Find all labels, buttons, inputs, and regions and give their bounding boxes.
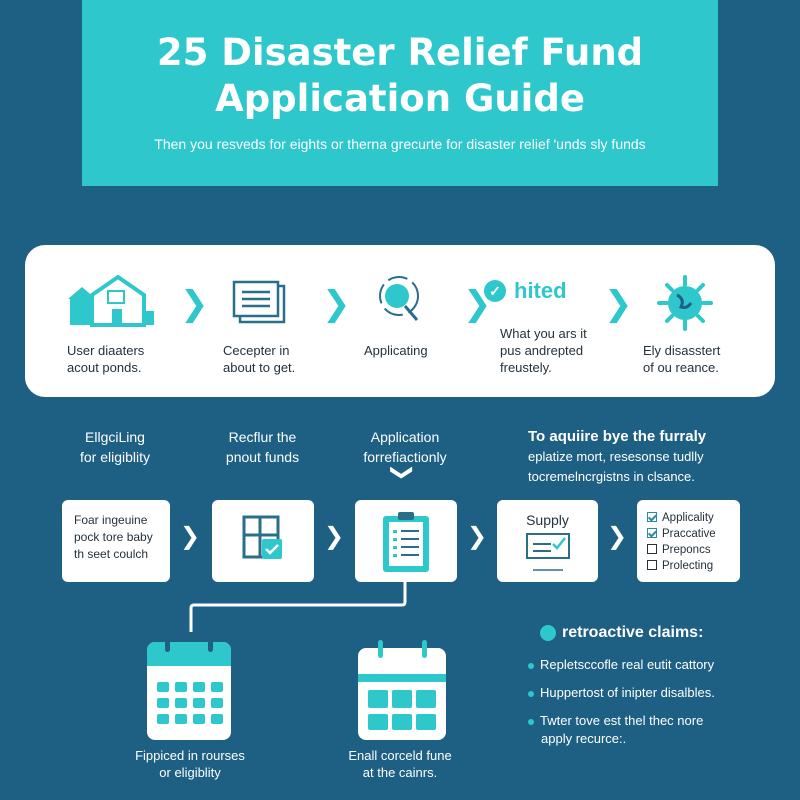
house-icon (68, 275, 156, 327)
chevron-right-icon: ❯ (604, 284, 633, 324)
clipboard-icon (381, 510, 431, 574)
calendar-label (100, 747, 280, 781)
page-title (82, 30, 718, 122)
documents-icon (232, 280, 286, 324)
globe-icon (540, 625, 556, 641)
virus-globe-icon (655, 275, 715, 331)
checklist-label: Applicality (662, 512, 714, 524)
retro-bullet: Huppertost of inipter disalbles. (528, 684, 715, 702)
chevron-right-icon: ❯ (322, 284, 351, 324)
label-line: Enall corceld fune (348, 748, 452, 763)
chevron-right-icon: ❯ (180, 522, 201, 550)
label-line: acout ponds. (67, 360, 142, 375)
heading-eligibility (55, 427, 175, 467)
checklist-label: Prolecting (662, 560, 714, 572)
supply-title: Supply (526, 512, 569, 528)
card-line: pock tore baby (74, 530, 153, 544)
step-label (67, 342, 144, 376)
chevron-right-icon: ❯ (607, 522, 628, 550)
step-label (364, 342, 428, 359)
heading-line: for eligiblity (79, 449, 151, 465)
checklist-label: Preponcs (662, 544, 711, 556)
label-line: freustely. (500, 360, 552, 375)
card-clipboard (355, 500, 457, 582)
label-line: about to get. (223, 360, 296, 375)
card-calendar-check (212, 500, 314, 582)
heading-line: pnout funds (225, 449, 300, 465)
card-line: th seet coulch (74, 547, 149, 561)
checklist-card (637, 500, 740, 582)
chevron-down-icon: ❯ (389, 463, 415, 482)
title-line-2: Application Guide (215, 77, 585, 120)
retro-bullet: Twter tove est thel thec nore (528, 712, 703, 730)
label-line: User diaaters (67, 343, 145, 358)
label-line: of ou reance. (643, 360, 719, 375)
heading-funds (200, 427, 325, 467)
label-line: Cecepter in (223, 343, 290, 358)
check-badge-icon: ✓ (484, 280, 506, 302)
retro-heading (540, 624, 703, 642)
step-label (643, 342, 720, 376)
subtitle: Then you resveds for eights or therna grecurte for disaster relief 'unds sly funds (154, 136, 646, 152)
chevron-right-icon: ❯ (180, 284, 209, 324)
label-line: pus andrepted (500, 343, 584, 358)
form-check-icon (525, 532, 571, 576)
checkbox-checked[interactable] (647, 512, 657, 522)
checklist-item[interactable] (647, 542, 740, 558)
retro-bullet-continuation: apply recurce:. (541, 731, 627, 746)
label-line: Fippiced in rourses (135, 748, 245, 763)
checklist-item[interactable] (647, 558, 740, 574)
right-note (528, 427, 706, 487)
chevron-right-icon: ❯ (467, 522, 488, 550)
globe-search-icon (375, 272, 425, 326)
right-note-line: eplatize mort, resesonse tudlly (528, 449, 704, 464)
checkbox-checked[interactable] (647, 528, 657, 538)
title-banner (82, 0, 718, 186)
calendar-label (310, 747, 490, 781)
heading-line: EllgciLing (85, 429, 145, 445)
step-label (223, 342, 295, 376)
checkbox-unchecked[interactable] (647, 544, 657, 554)
calendar-icon (145, 632, 233, 742)
calendar-icon (356, 638, 448, 742)
check-badge (484, 278, 567, 304)
checkbox-unchecked[interactable] (647, 560, 657, 570)
heading-line: Application (370, 429, 440, 445)
chevron-right-icon: ❯ (324, 522, 345, 550)
right-note-title: To aquiire bye the furraly (528, 428, 707, 445)
checklist-label: Praccative (662, 528, 716, 540)
calendar-check-icon (242, 513, 286, 563)
card-line: Foar ingeuine (74, 513, 148, 527)
step-label (500, 325, 587, 376)
checklist-item[interactable] (647, 526, 740, 542)
label-line: at the cainrs. (362, 765, 438, 780)
right-note-line: tocremelncrgistns in clsance. (528, 469, 695, 484)
card-eligibility (62, 500, 170, 582)
heading-line: Recflur the (228, 429, 297, 445)
label-line: Ely disasstert (643, 343, 721, 358)
checklist-item[interactable] (647, 510, 740, 526)
retro-bullet: Repletsccofle real eutit cattory (528, 656, 714, 674)
retro-title: retroactive claims: (562, 624, 704, 641)
badge-text: hited (514, 278, 567, 303)
label-line: or eligiblity (159, 765, 221, 780)
label-line: Applicating (364, 343, 428, 358)
heading-application (340, 427, 470, 467)
title-line-1: 25 Disaster Relief Fund (156, 31, 644, 74)
label-line: What you ars it (500, 326, 587, 341)
chevron-right-icon: ❯ (463, 284, 492, 324)
heading-line: forrefiactionly (363, 449, 447, 465)
card-supply (497, 500, 598, 582)
